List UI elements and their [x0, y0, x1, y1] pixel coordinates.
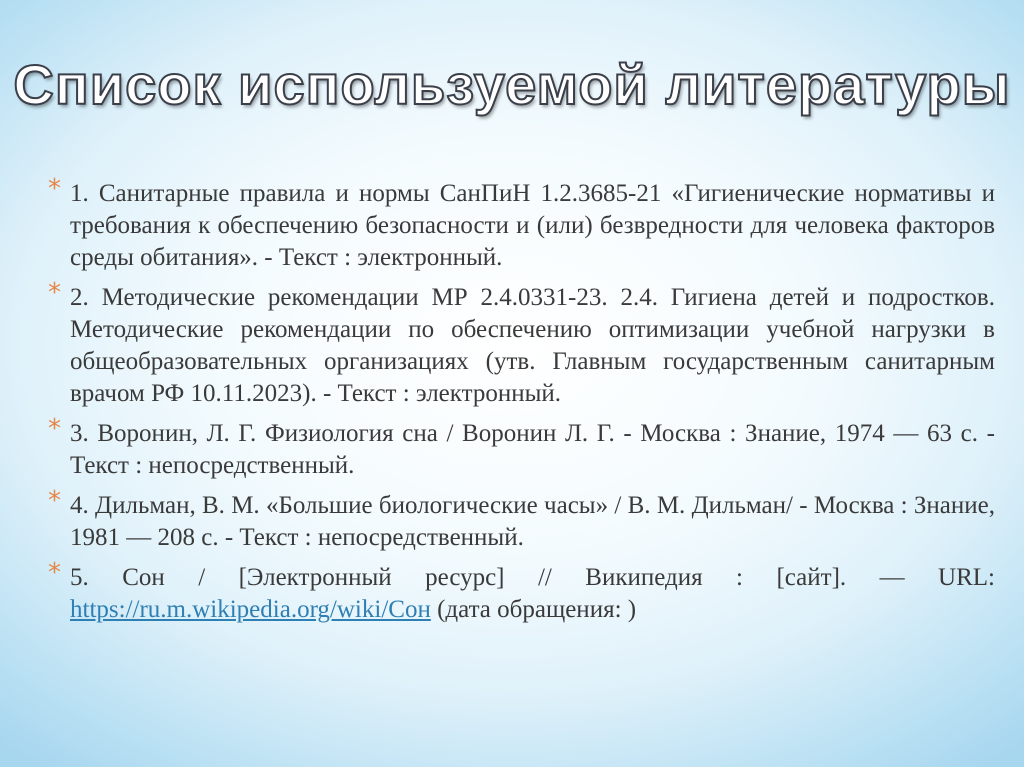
- bullet-icon: *: [48, 486, 61, 516]
- bullet-icon: *: [48, 558, 61, 588]
- reference-list: [40, 174, 995, 634]
- reference-text: 3. Воронин, Л. Г. Физиология сна / Воронин Л. Г. - Москва : Знание, 1974 — 63 с. - Текст : непосредственный.: [70, 420, 995, 479]
- bullet-icon: *: [48, 278, 61, 308]
- reference-text: 1. Санитарные правила и нормы СанПиН 1.2.3685-21 «Гигиенические нормативы и требования к обеспечению безопасности и (или) безвредности для человека факторов среды обитания». - Текст : электронный.: [70, 180, 995, 271]
- reference-item-3: [40, 414, 995, 482]
- bullet-icon: *: [48, 174, 61, 204]
- reference-item-5: [40, 558, 995, 626]
- reference-item-4: [40, 486, 995, 554]
- reference-text: 5. Сон / [Электронный ресурс] // Википедия : [сайт]. — URL:: [70, 564, 995, 591]
- bullet-icon: *: [48, 414, 61, 444]
- reference-item-1: [40, 174, 995, 274]
- reference-text: 4. Дильман, В. М. «Большие биологические часы» / В. М. Дильман/ - Москва : Знание, 1981 — 208 с. - Текст : непосредственный.: [70, 492, 995, 551]
- reference-item-2: [40, 278, 995, 410]
- wikipedia-link[interactable]: https://ru.m.wikipedia.org/wiki/Сон: [70, 596, 431, 623]
- reference-text-suffix: (дата обращения: ): [430, 596, 637, 623]
- reference-text: 2. Методические рекомендации МР 2.4.0331-23. 2.4. Гигиена детей и подростков. Методические рекомендации по обеспечению оптимизации учебной нагрузки в общеобразовательных организациях (утв. Главным государственным санитарным врачом РФ 10.11.2023). - Текст : электронный.: [70, 284, 995, 407]
- slide-title: Список используемой литературы: [13, 53, 1011, 116]
